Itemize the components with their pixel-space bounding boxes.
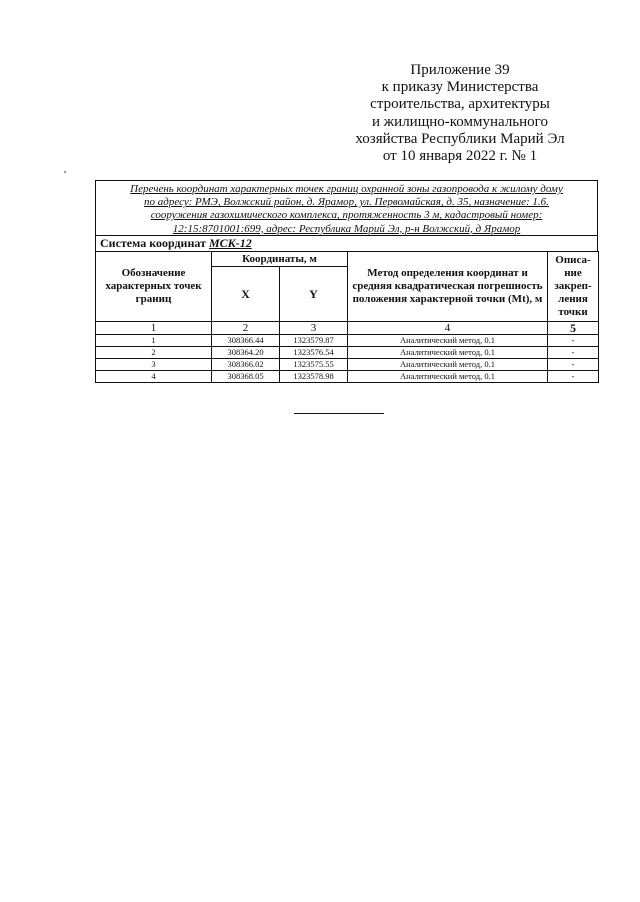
header-coordinates: Координаты, м <box>212 252 348 267</box>
point-cell: 2 <box>96 347 212 359</box>
end-separator-line <box>294 413 384 414</box>
coordinate-system-label: Система координат <box>100 236 209 250</box>
y-cell: 1323575.55 <box>280 359 348 371</box>
coordinates-table <box>95 251 599 383</box>
object-description <box>95 180 598 235</box>
header-y: Y <box>280 267 348 322</box>
x-cell: 308366.02 <box>212 359 280 371</box>
table-row <box>96 347 599 359</box>
description-line: по адресу: РМЭ, Волжский район, д. Ярамор, ул. Первомайская, д. 35, назначение: 1.6. <box>144 196 549 209</box>
header-designation: Обозначение характерных точек границ <box>96 252 212 322</box>
header-line: Приложение 39 <box>410 62 510 78</box>
x-cell: 308366.44 <box>212 335 280 347</box>
method-cell: Аналитический метод, 0.1 <box>348 359 548 371</box>
desc-cell: - <box>548 335 599 347</box>
method-cell: Аналитический метод, 0.1 <box>348 335 548 347</box>
desc-cell: - <box>548 347 599 359</box>
desc-cell: - <box>548 359 599 371</box>
header-method: Метод определения координат и средняя квадратическая погрешность положения характерной точки (Mt), м <box>348 252 548 322</box>
description-line: Перечень координат характерных точек границ охранной зоны газопровода к жилому дому <box>130 183 563 195</box>
coordinate-system-value: МСК-12 <box>208 236 252 250</box>
desc-cell: - <box>548 371 599 383</box>
point-cell: 1 <box>96 335 212 347</box>
header-line: от 10 января 2022 г. № 1 <box>382 148 538 165</box>
table-row <box>96 371 599 383</box>
header-line: хозяйства Республики Марий Эл <box>355 130 565 147</box>
method-cell: Аналитический метод, 0.1 <box>348 347 548 359</box>
header-line: строительства, архитектуры <box>370 96 550 113</box>
y-cell: 1323578.98 <box>280 371 348 383</box>
description-line: сооружения газохимического комплекса, протяженность 3 м, кадастровый номер: <box>150 209 543 222</box>
column-number: 4 <box>348 322 548 335</box>
x-cell: 308364.20 <box>212 347 280 359</box>
table-row <box>96 335 599 347</box>
table-row <box>96 359 599 371</box>
header-x: X <box>212 267 280 322</box>
scan-dot <box>64 171 66 173</box>
header-line: к приказу Министерства <box>381 79 539 96</box>
method-cell: Аналитический метод, 0.1 <box>348 371 548 383</box>
x-cell: 308368.05 <box>212 371 280 383</box>
column-number: 1 <box>96 322 212 335</box>
point-cell: 3 <box>96 359 212 371</box>
coordinate-system-row <box>95 235 598 251</box>
y-cell: 1323576.54 <box>280 347 348 359</box>
header-description: Описа-ние закреп-ления точки <box>548 252 599 322</box>
header-line: и жилищно-коммунального <box>372 113 548 130</box>
y-cell: 1323579.87 <box>280 335 348 347</box>
column-number-row <box>96 322 599 335</box>
description-line: 12:15:8701001:699, адрес: Республика Марий Эл, р-н Волжский, д Ярамор <box>172 222 521 235</box>
column-number: 3 <box>280 322 348 335</box>
point-cell: 4 <box>96 371 212 383</box>
column-number: 5 <box>548 322 599 335</box>
appendix-header <box>340 62 580 165</box>
column-number: 2 <box>212 322 280 335</box>
